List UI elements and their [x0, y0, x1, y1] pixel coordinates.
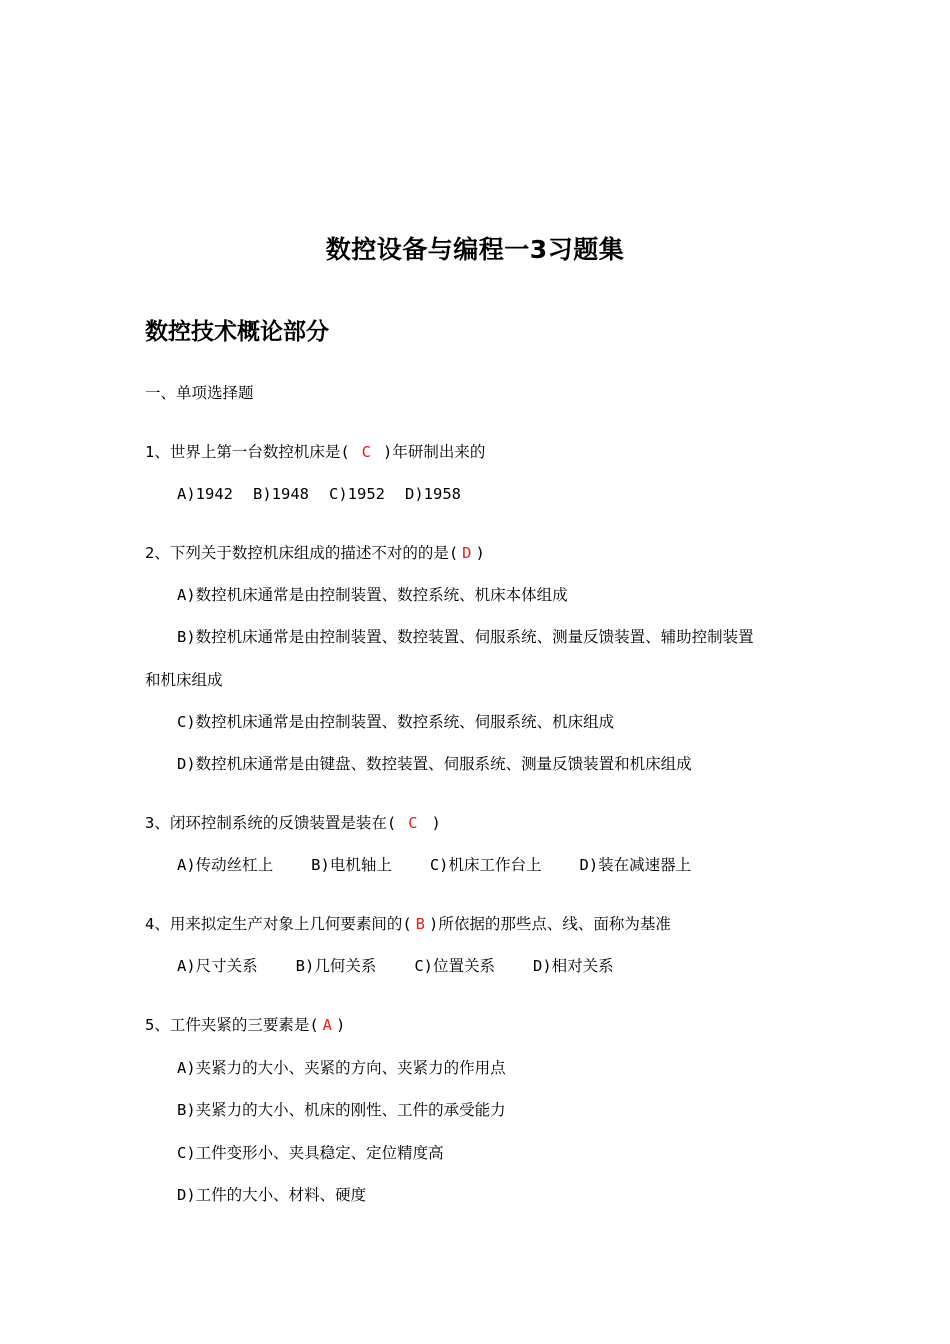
- q2-option-b: B)数控机床通常是由控制装置、数控装置、伺服系统、测量反馈装置、辅助控制装置: [177, 628, 754, 646]
- part-heading: 一、单项选择题: [145, 384, 254, 402]
- q1-option-d: D)1958: [405, 485, 461, 503]
- question-5-stem-end: ): [336, 1016, 346, 1034]
- question-3-stem-end: ): [431, 814, 441, 832]
- question-5-answer: A: [322, 1016, 333, 1034]
- question-4: [145, 914, 671, 934]
- q2-option-b-continued: 和机床组成: [145, 671, 223, 689]
- q1-option-a: A)1942: [177, 485, 233, 503]
- question-1: [145, 442, 485, 462]
- q4-option-b: B)几何关系: [295, 957, 377, 975]
- question-2-stem-end: ): [475, 544, 485, 562]
- document-title: 数控设备与编程一3习题集: [325, 235, 625, 264]
- q5-option-b: B)夹紧力的大小、机床的刚性、工件的承受能力: [177, 1101, 506, 1119]
- q5-option-d: D)工件的大小、材料、硬度: [177, 1186, 367, 1204]
- section-heading: 数控技术概论部分: [145, 319, 329, 345]
- question-3-options: [177, 855, 691, 875]
- q5-option-a: A)夹紧力的大小、夹紧的方向、夹紧力的作用点: [177, 1059, 506, 1077]
- question-4-stem-end: )所依据的那些点、线、面称为基准: [429, 915, 671, 933]
- q1-option-c: C)1952: [329, 485, 385, 503]
- q2-option-d: D)数控机床通常是由键盘、数控装置、伺服系统、测量反馈装置和机床组成: [177, 755, 692, 773]
- q4-option-c: C)位置关系: [414, 957, 496, 975]
- question-2: [145, 543, 485, 563]
- question-4-options: [177, 956, 614, 976]
- question-3-answer: C: [408, 814, 418, 832]
- question-2-stem: 2、下列关于数控机床组成的描述不对的的是(: [145, 544, 459, 562]
- question-2-answer: D: [462, 544, 472, 562]
- q5-option-c: C)工件变形小、夹具稳定、定位精度高: [177, 1144, 444, 1162]
- q3-option-c: C)机床工作台上: [429, 856, 542, 874]
- question-1-options: [177, 484, 461, 504]
- q3-option-a: A)传动丝杠上: [177, 856, 274, 874]
- question-1-stem-end: )年研制出来的: [383, 443, 486, 461]
- question-5: [145, 1015, 345, 1035]
- q3-option-d: D)装在减速器上: [579, 856, 692, 874]
- question-3: [145, 813, 441, 833]
- question-4-stem: 4、用来拟定生产对象上几何要素间的(: [145, 915, 412, 933]
- q1-option-b: B)1948: [253, 485, 309, 503]
- q2-option-c: C)数控机床通常是由控制装置、数控系统、伺服系统、机床组成: [177, 713, 615, 731]
- question-3-stem: 3、闭环控制系统的反馈装置是装在(: [145, 814, 397, 832]
- question-1-answer: C: [361, 443, 372, 461]
- q4-option-d: D)相对关系: [533, 957, 614, 975]
- question-5-stem: 5、工件夹紧的三要素是(: [145, 1016, 319, 1034]
- question-4-answer: B: [415, 915, 426, 933]
- q3-option-b: B)电机轴上: [311, 856, 392, 874]
- q4-option-a: A)尺寸关系: [177, 957, 258, 975]
- q2-option-a: A)数控机床通常是由控制装置、数控系统、机床本体组成: [177, 586, 568, 604]
- question-1-stem: 1、世界上第一台数控机床是(: [145, 443, 350, 461]
